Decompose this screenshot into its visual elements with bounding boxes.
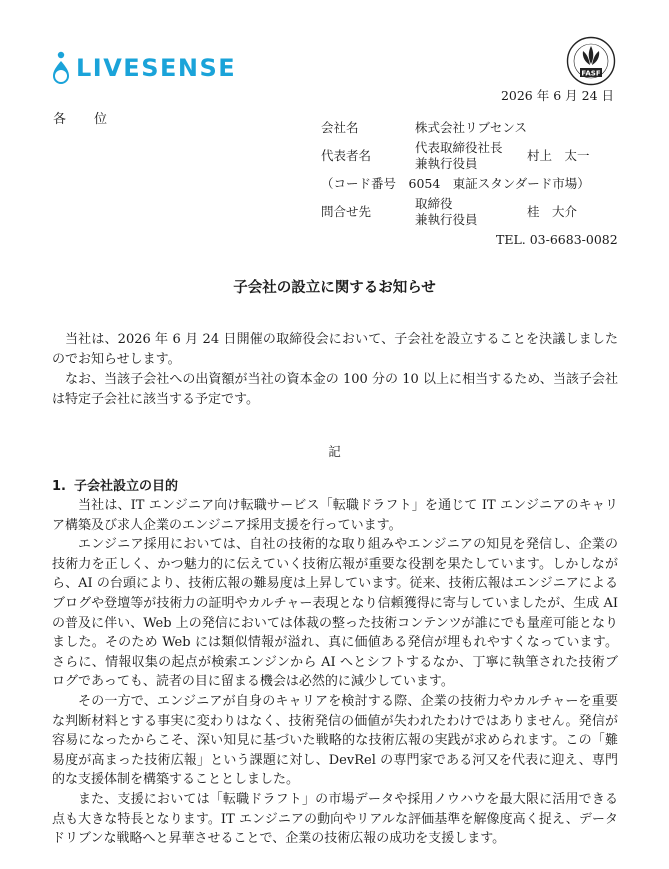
stock-code: （コード番号 6054 東証スタンダード市場） <box>321 176 590 191</box>
representative-name: 村上 太一 <box>527 148 590 163</box>
company-name-label: 会社名 <box>321 120 359 135</box>
company-name-row <box>321 120 621 136</box>
section-purpose <box>52 478 618 849</box>
company-logo <box>52 50 236 86</box>
logo-text: LIVESENSE <box>76 54 237 82</box>
intro-paragraph: なお、当該子会社への出資額が当社の資本金の 100 分の 10 以上に相当するため、当該子会社は特定子会社に該当する予定です。 <box>52 372 618 407</box>
representative-title-1: 代表取締役社長 <box>415 140 503 155</box>
contact-row <box>321 196 621 228</box>
fasf-seal-icon <box>566 36 616 86</box>
section-body <box>52 496 618 849</box>
contact-title-1: 取締役 <box>415 196 453 211</box>
company-info-block <box>321 120 621 252</box>
tel-row <box>321 232 621 248</box>
section-paragraph: エンジニア採用においては、自社の技術的な取り組みやエンジニアの知見を発信し、企業の技術力を正しく、かつ魅力的に伝えていく技術広報が重要な役割を果たしています。しかしながら、AI の台頭により、技術広報の難易度は上昇しています。従来、技術広報はエンジニアによるブログや登壇等が技術力の証明やカルチャー表現となり信頼獲得に寄与していましたが、生成 AI の普及に伴い、Web 上の発信においては体裁の整った技術コンテンツが誰にでも量産可能となりました。そのため Web には類似情報が溢れ、真に価値ある発信が埋もれやすくなっています。さらに、情報収集の起点が検索エンジンから AI へとシフトするなか、丁寧に執筆された技術ブログであっても、読者の目に留まる機会は必然的に減少しています。 <box>52 537 618 690</box>
section-paragraph: 当社は、IT エンジニア向け転職サービス「転職ドラフト」を通じて IT エンジニアのキャリア構築及び求人企業のエンジニア採用支援を行っています。 <box>52 498 618 533</box>
section-paragraph: その一方で、エンジニアが自身のキャリアを検討する際、企業の技術力やカルチャーを重要な判断材料とする事実に変わりはなく、技術発信の価値が失われたわけではありません。発信が容易になったからこそ、深い知見に基づいた戦略的な技術広報の実践が求められます。この「難易度が高まった技術広報」という課題に対し、DevRel の専門家である河又を代表に迎え、専門的な支援体制を構築することとしました。 <box>52 693 618 788</box>
contact-name: 桂 大介 <box>527 204 578 219</box>
section-paragraph: また、支援においては「転職ドラフト」の市場データや採用ノウハウを最大限に活用できる点も大きな特長となります。IT エンジニアの動向やリアルな評価基準を解像度高く捉え、データドリブンな戦略へと昇華させることで、企業の技術広報の成功を支援します。 <box>52 791 618 847</box>
contact-title-2: 兼執行役員 <box>415 212 478 227</box>
representative-title-2: 兼執行役員 <box>415 156 478 171</box>
tel-number: TEL. 03-6683-0082 <box>496 232 618 247</box>
company-name: 株式会社リブセンス <box>415 120 528 135</box>
livesense-logo-icon <box>52 51 70 85</box>
document-title: 子会社の設立に関するお知らせ <box>233 280 436 296</box>
stock-code-row <box>321 176 621 192</box>
fasf-label: FASF <box>581 69 601 78</box>
contact-label: 問合せ先 <box>321 204 372 219</box>
intro-paragraph: 当社は、2026 年 6 月 24 日開催の取締役会において、子会社を設立することを決議しましたのでお知らせします。 <box>52 332 618 367</box>
addressee: 各位 <box>53 112 136 127</box>
document-date: 2026 年 6 月 24 日 <box>500 88 614 103</box>
section-heading-text: 子会社設立の目的 <box>73 479 178 494</box>
representative-label: 代表者名 <box>321 148 372 163</box>
section-number: 1. <box>52 479 66 494</box>
intro-text <box>52 330 618 410</box>
section-heading <box>52 478 618 496</box>
representative-row <box>321 140 621 172</box>
ki-marker: 記 <box>328 444 341 459</box>
